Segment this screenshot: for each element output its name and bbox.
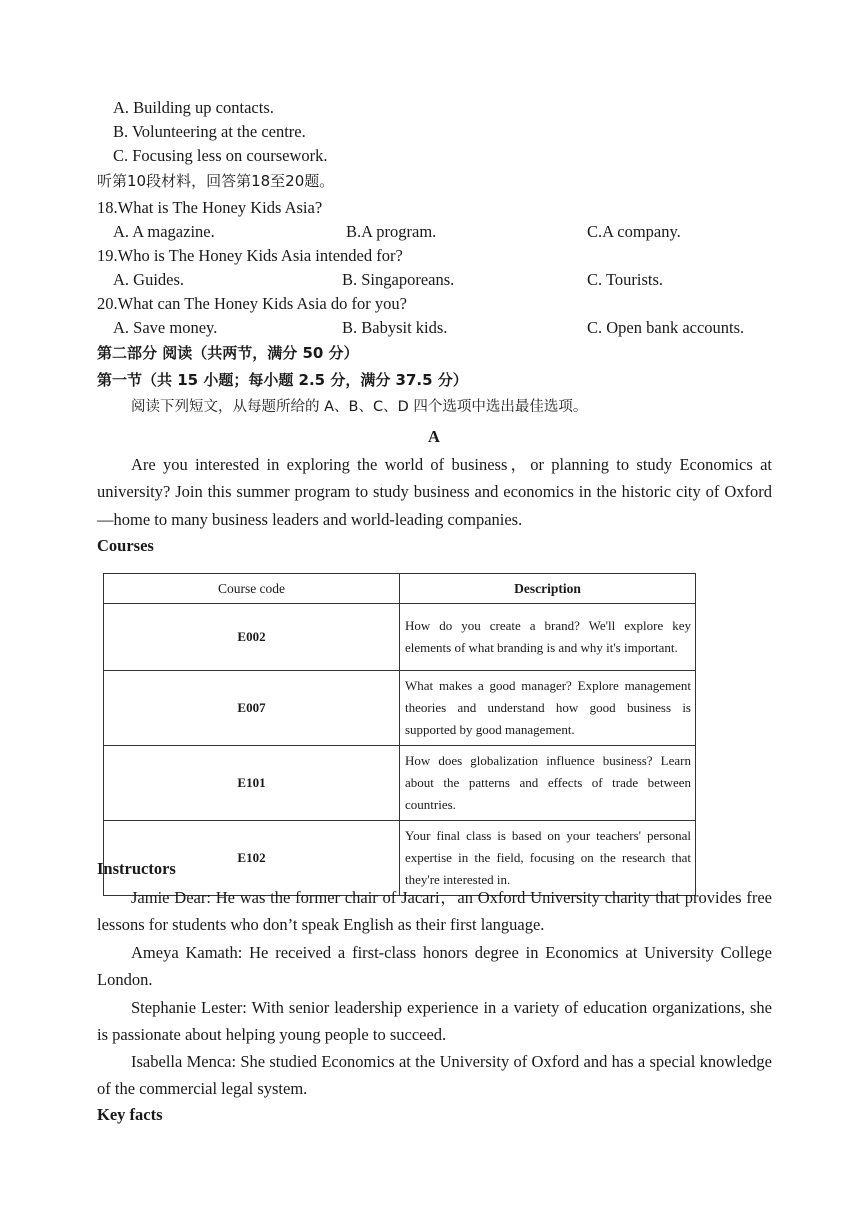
table-header-row <box>104 574 696 604</box>
instructor-text: Stephanie Lester: With senior leadership experience in a variety of education organizations, she is passionate about helping young people to succeed. <box>97 998 772 1045</box>
table-row <box>104 604 696 671</box>
section-one-title: 第一节（共 15 小题；每小题 2.5 分，满分 37.5 分） <box>97 371 468 389</box>
course-code: E102 <box>104 821 400 896</box>
header-course-code: Course code <box>104 574 400 604</box>
q18-stem: 18.What is The Honey Kids Asia? <box>97 198 323 217</box>
q19-option-b: B. Singaporeans. <box>342 270 455 289</box>
course-code: E002 <box>104 604 400 671</box>
course-description: How do you create a brand? We'll explore key elements of what branding is and why it's important. <box>400 604 696 671</box>
table-row <box>104 746 696 821</box>
header-description: Description <box>400 574 696 604</box>
q19-option-a: A. Guides. <box>113 270 185 289</box>
q18-option-b: B.A program. <box>346 222 437 241</box>
courses-table <box>103 573 696 896</box>
intro-text: Are you interested in exploring the world of business，or planning to study Economics at university? Join this summer program to study business and economics in the historic city of Oxford—home to many business leaders and world-leading companies. <box>97 455 772 529</box>
q20-option-c: C. Open bank accounts. <box>587 318 745 337</box>
course-description: Your final class is based on your teachers' personal expertise in the field, focusing on the research that they're interested in. <box>400 821 696 896</box>
q20-option-a: A. Save money. <box>113 318 218 337</box>
q19-stem: 19.Who is The Honey Kids Asia intended for? <box>97 246 403 265</box>
section10-instruction: 听第10段材料，回答第18至20题。 <box>97 172 335 190</box>
q19-option-c: C. Tourists. <box>587 270 664 289</box>
course-code: E101 <box>104 746 400 821</box>
course-description: What makes a good manager? Explore management theories and understand how good business is supported by good management. <box>400 671 696 746</box>
course-code: E007 <box>104 671 400 746</box>
q17-option-b: B. Volunteering at the centre. <box>113 122 306 141</box>
reading-instruction: 阅读下列短文，从每题所给的 A、B、C、D 四个选项中选出最佳选项。 <box>131 399 588 415</box>
q17-option-a: A. Building up contacts. <box>113 98 274 117</box>
q17-option-c: C. Focusing less on coursework. <box>113 146 328 165</box>
instructor-paragraph <box>97 939 772 994</box>
part-two-title: 第二部分 阅读（共两节，满分 50 分） <box>97 344 359 362</box>
intro-paragraph <box>97 451 772 533</box>
q18-option-c: C.A company. <box>587 222 681 241</box>
key-facts-heading: Key facts <box>97 1105 163 1124</box>
passage-letter: A <box>428 427 440 446</box>
q18-option-a: A. A magazine. <box>113 222 215 241</box>
instructor-paragraph <box>97 1048 772 1103</box>
instructor-paragraph <box>97 884 772 939</box>
courses-heading: Courses <box>97 536 154 555</box>
instructor-text: Ameya Kamath: He received a first-class honors degree in Economics at University College London. <box>97 943 772 990</box>
instructors-heading: Instructors <box>97 859 176 878</box>
q20-option-b: B. Babysit kids. <box>342 318 448 337</box>
instructor-paragraph <box>97 994 772 1049</box>
instructor-text: Isabella Menca: She studied Economics at the University of Oxford and has a special knowledge of the commercial legal system. <box>97 1052 772 1099</box>
q20-stem: 20.What can The Honey Kids Asia do for you? <box>97 294 407 313</box>
instructor-text: Jamie Dear: He was the former chair of Jacari，an Oxford University charity that provides free lessons for students who don’t speak English as their first language. <box>97 888 772 935</box>
course-description: How does globalization influence business? Learn about the patterns and effects of trade between countries. <box>400 746 696 821</box>
table-row <box>104 671 696 746</box>
